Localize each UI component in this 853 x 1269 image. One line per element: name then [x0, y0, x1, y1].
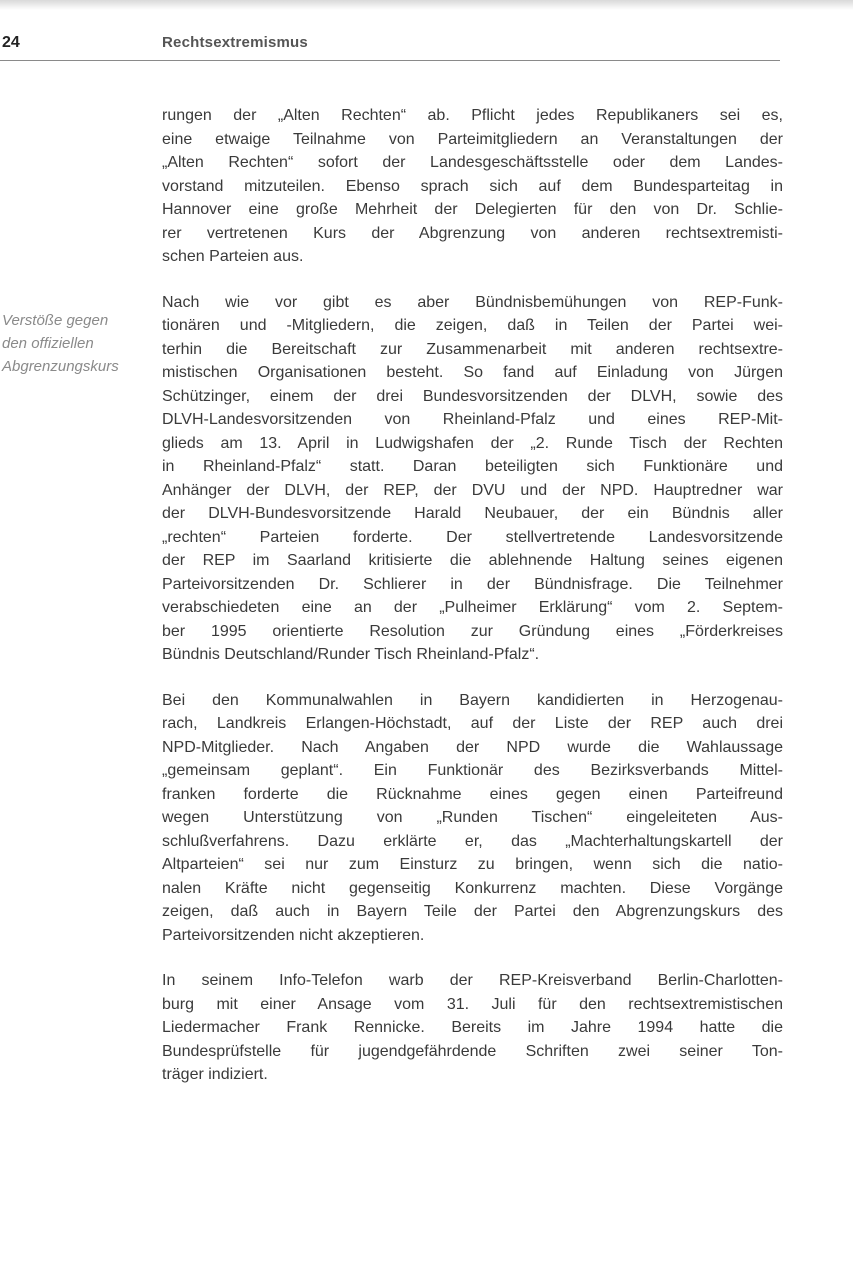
- text-line: Parteivorsitzenden nicht akzeptieren.: [162, 926, 425, 944]
- text-line: träger indiziert.: [162, 1066, 268, 1083]
- body-text: [162, 104, 783, 1109]
- text-line: Bundesprüfstelle für jugendgefährdende Schriften zwei seiner Ton-: [162, 1042, 783, 1060]
- text-line: der REP im Saarland kritisierte die ablehnende Haltung seines eigenen: [162, 552, 783, 569]
- margin-note-line: den offiziellen: [2, 335, 94, 352]
- text-line: Hannover eine große Mehrheit der Delegierten für den von Dr. Schlie-: [162, 201, 783, 218]
- text-line: ber 1995 orientierte Resolution zur Gründung eines „Förderkreises: [162, 622, 783, 640]
- text-line: schlußverfahrens. Dazu erklärte er, das „Machterhaltungskartell der: [162, 832, 783, 850]
- text-line: terhin die Bereitschaft zur Zusammenarbeit mit anderen rechtsextre-: [162, 340, 783, 358]
- text-line: franken forderte die Rücknahme eines gegen einen Parteifreund: [162, 785, 783, 803]
- margin-note-line: Verstöße gegen: [2, 312, 109, 329]
- text-line: schen Parteien aus.: [162, 248, 304, 265]
- paragraph: [162, 291, 783, 667]
- paragraph: [162, 689, 783, 948]
- margin-note: [2, 309, 152, 378]
- running-title: Rechtsextremismus: [162, 34, 308, 51]
- text-line: Bündnis Deutschland/Runder Tisch Rheinland-Pfalz“.: [162, 646, 540, 663]
- text-line: verabschiedeten eine an der „Pulheimer Erklärung“ vom 2. Septem-: [162, 599, 783, 616]
- text-line: Schützinger, einem der drei Bundesvorsitzenden der DLVH, sowie des: [162, 387, 783, 405]
- text-line: burg mit einer Ansage vom 31. Juli für den rechtsextremistischen: [162, 995, 783, 1013]
- text-line: glieds am 13. April in Ludwigshafen der „2. Runde Tisch der Rechten: [162, 434, 783, 452]
- text-line: nalen Kräfte nicht gegenseitig Konkurrenz machten. Diese Vorgänge: [162, 879, 783, 897]
- text-line: In seinem Info-Telefon warb der REP-Kreisverband Berlin-Charlotten-: [162, 972, 783, 989]
- text-line: Nach wie vor gibt es aber Bündnisbemühungen von REP-Funk-: [162, 293, 783, 311]
- text-line: rungen der „Alten Rechten“ ab. Pflicht jedes Republikaners sei es,: [162, 107, 783, 124]
- text-line: DLVH-Landesvorsitzenden von Rheinland-Pfalz und eines REP-Mit-: [162, 411, 783, 428]
- paragraph: [162, 104, 783, 269]
- text-line: „Alten Rechten“ sofort der Landesgeschäftsstelle oder dem Landes-: [162, 154, 783, 171]
- text-line: NPD-Mitglieder. Nach Angaben der NPD wurde die Wahlaussage: [162, 738, 783, 756]
- text-line: in Rheinland-Pfalz“ statt. Daran beteiligten sich Funktionäre und: [162, 458, 783, 475]
- page-number: 24: [2, 34, 20, 51]
- margin-note-line: Abgrenzungskurs: [2, 358, 119, 375]
- text-line: „rechten“ Parteien forderte. Der stellvertretende Landesvorsitzende: [162, 528, 783, 546]
- text-line: rer vertretenen Kurs der Abgrenzung von anderen rechtsextremisti-: [162, 224, 783, 242]
- text-line: mistischen Organisationen besteht. So fand auf Einladung von Jürgen: [162, 364, 783, 381]
- text-line: Liedermacher Frank Rennicke. Bereits im Jahre 1994 hatte die: [162, 1019, 783, 1036]
- text-line: wegen Unterstützung von „Runden Tischen“ eingeleiteten Aus-: [162, 809, 783, 826]
- page-header: [0, 34, 780, 60]
- text-line: Anhänger der DLVH, der REP, der DVU und der NPD. Hauptredner war: [162, 481, 783, 499]
- text-line: der DLVH-Bundesvorsitzende Harald Neubauer, der ein Bündnis aller: [162, 505, 783, 522]
- text-line: Parteivorsitzenden Dr. Schlierer in der Bündnisfrage. Die Teilnehmer: [162, 575, 783, 593]
- text-line: eine etwaige Teilnahme von Parteimitgliedern an Veranstaltungen der: [162, 130, 783, 148]
- scan-top-shade: [0, 0, 853, 10]
- text-line: „gemeinsam geplant“. Ein Funktionär des Bezirksverbands Mittel-: [162, 762, 783, 779]
- text-line: Bei den Kommunalwahlen in Bayern kandidierten in Herzogenau-: [162, 691, 783, 709]
- text-line: zeigen, daß auch in Bayern Teile der Partei den Abgrenzungskurs des: [162, 903, 783, 920]
- text-line: vorstand mitzuteilen. Ebenso sprach sich auf dem Bundesparteitag in: [162, 177, 783, 195]
- text-line: tionären und -Mitgliedern, die zeigen, daß in Teilen der Partei wei-: [162, 317, 783, 334]
- header-rule: [0, 60, 780, 61]
- text-line: rach, Landkreis Erlangen-Höchstadt, auf der Liste der REP auch drei: [162, 715, 783, 732]
- paragraph: [162, 969, 783, 1087]
- text-line: Altparteien“ sei nur zum Einsturz zu bringen, wenn sich die natio-: [162, 856, 783, 873]
